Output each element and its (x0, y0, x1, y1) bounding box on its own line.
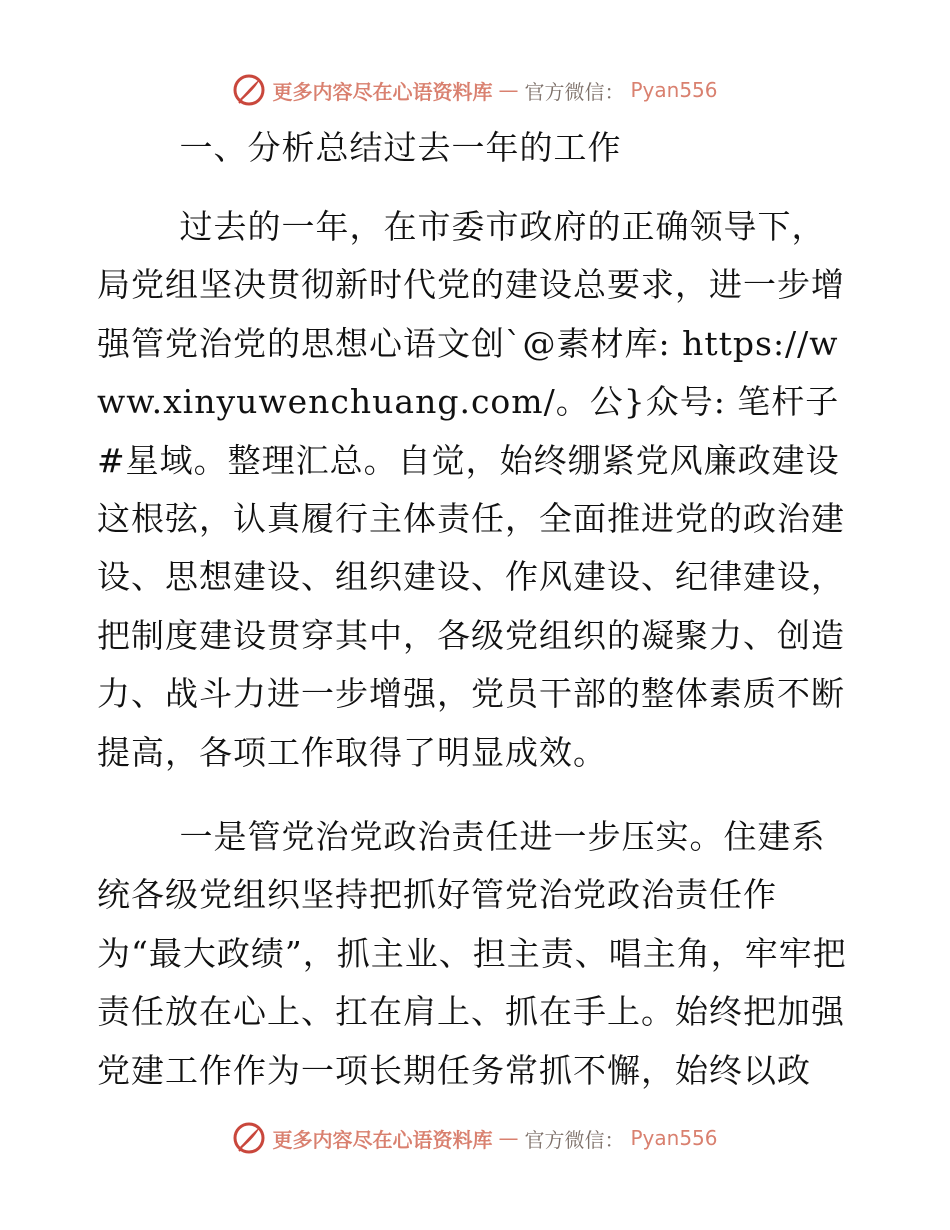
feather-pen-logo-icon (232, 73, 266, 107)
paragraph-2: 一是管党治党政治责任进一步压实。住建系统各级党组织坚持把抓好管党治党政治责任作为“最大政绩”，抓主业、担主责、唱主角，牢牢把责任放在心上、扛在肩上、抓在手上。始终把加强党建工作作为一项长期任务常抓不懈，始终以政 (97, 817, 847, 1090)
header-watermark-banner (0, 70, 950, 110)
banner-main-text: 更多内容尽在心语资料库 (272, 1127, 493, 1152)
footer-watermark-banner (0, 1118, 950, 1158)
banner-account: Pyan556 (630, 78, 718, 102)
banner-account: Pyan556 (630, 1126, 718, 1150)
banner-wechat-label: 官方微信： (524, 79, 625, 104)
banner-wechat-label: 官方微信： (524, 1127, 625, 1152)
banner-separator: — (498, 78, 519, 102)
section-heading: 一、分析总结过去一年的工作 (179, 128, 622, 167)
banner-separator: — (498, 1126, 519, 1150)
document-body (97, 120, 857, 1100)
paragraph-1: 过去的一年，在市委市政府的正确领导下，局党组坚决贯彻新时代党的建设总要求，进一步增强管党治党的思想心语文创`@素材库: https://www.xinyuwenchuang.com/。公}众号: 笔杆子#星域。整理汇总。自觉，始终绷紧党风廉政建设这根弦，认真履行主体责任，全面推进党的政治建设、思想建设、组织建设、作风建设、纪律建设，把制度建设贯穿其中，各级党组织的凝聚力、创造力、战斗力进一步增强，党员干部的整体素质不断提高，各项工作取得了明显成效。 (97, 207, 845, 772)
banner-main-text: 更多内容尽在心语资料库 (272, 79, 493, 104)
feather-pen-logo-icon (232, 1121, 266, 1155)
